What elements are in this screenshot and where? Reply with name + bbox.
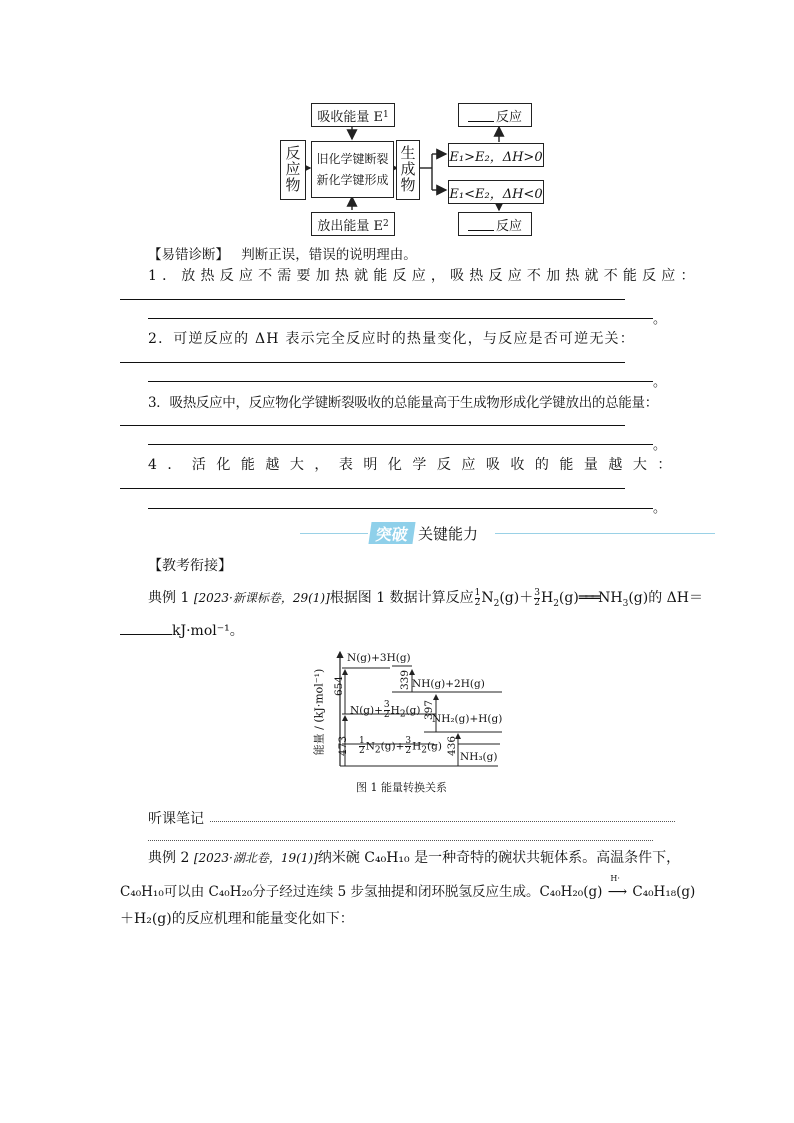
result-bottom-box [458, 212, 532, 236]
result-bottom-label: 反应 [495, 218, 522, 234]
absorb-energy-subscript: 1 [382, 110, 389, 120]
products-char: 成 [400, 160, 416, 179]
diagnosis-item-3: 3．吸热反应中，反应物化学键断裂吸收的总能量高于生成物形成化学键放出的总能量： [148, 395, 658, 411]
answer-line [120, 488, 625, 489]
bond-break-label: 旧化学键断裂 [316, 152, 389, 167]
answer-line [148, 318, 653, 319]
reaction-arrow-label: H· [610, 874, 620, 883]
diagnosis-tag: 【易错诊断】 [148, 247, 229, 263]
diagram-ylabel: 能量 / (kJ·mol⁻¹) [312, 668, 326, 756]
example-1-unit: kJ·mol⁻¹。 [172, 623, 244, 639]
example-1-head: 典例 1 [148, 590, 190, 606]
example-1-line [148, 587, 703, 609]
diagnosis-item-2: 2．可逆反应的 ΔH 表示完全反应时的热量变化，与反应是否可逆无关： [148, 331, 635, 347]
answer-period: 。 [653, 375, 667, 390]
value-label: 436 [446, 735, 459, 757]
notes-label: 听课笔记 [148, 811, 204, 827]
answer-period: 。 [653, 501, 667, 516]
result-bottom-blank [468, 218, 494, 231]
answer-line [148, 444, 653, 445]
answer-line [120, 425, 625, 426]
banner-tag-label: 突破 [374, 524, 410, 544]
absorb-energy-box [311, 103, 395, 127]
notes-dotted-line [148, 840, 653, 841]
release-energy-box [311, 212, 395, 236]
result-top-box [458, 103, 532, 127]
level-label: NH₂(g)+H(g) [432, 713, 503, 725]
answer-line [120, 362, 625, 363]
banner-tag [368, 522, 415, 544]
reactants-char: 应 [285, 160, 301, 179]
example-1-answer-line [120, 620, 244, 640]
result-top-blank [468, 109, 494, 122]
answer-period: 。 [653, 438, 667, 453]
example-2-text-1: 纳米碗 C₄₀H₁₀ 是一种奇特的碗状共轭体系。高温条件下， [317, 850, 681, 866]
diagnosis-header [148, 243, 417, 263]
example-1-text: 根据图 1 数据计算反应 [329, 590, 474, 606]
example-2-text-2: C₄₀H₁₀可以由 C₄₀H₂₀分子经过连续 5 步氢抽提和闭环脱氢反应生成。C₄₀H₂₀(g) [120, 884, 603, 900]
level-label: N(g)+3H(g) [347, 652, 411, 664]
value-label: 397 [423, 699, 436, 721]
level-label: NH₃(g) [460, 751, 498, 763]
bond-form-label: 新化学键形成 [316, 172, 389, 187]
reaction-arrow: H· ⟶ [607, 874, 628, 900]
value-label: 654 [333, 675, 346, 697]
level-label-reactants: $\frac{1}{2}$ $N_2(g)+$ $\frac{3}{2}$ $H_2(g)$ [359, 736, 442, 756]
answer-line [148, 508, 653, 509]
answer-line [148, 381, 653, 382]
example-2-head: 典例 2 [148, 850, 190, 866]
answer-period: 。 [653, 312, 667, 327]
diagram-caption: 图 1 能量转换关系 [356, 781, 447, 794]
section-heading: 【教考衔接】 [148, 558, 232, 574]
products-char: 生 [400, 144, 416, 163]
notes-dotted-line [210, 821, 675, 822]
banner-rule-left [300, 533, 368, 534]
energy-flow-arrows [0, 0, 794, 250]
level-label: NH(g)+2H(g) [412, 678, 485, 690]
condition-endothermic-label: E₁>E₂，ΔH>0 [449, 149, 543, 165]
answer-line [120, 299, 625, 300]
example-2-line-3: ＋H₂(g)的反应机理和能量变化如下： [120, 911, 354, 927]
release-energy-label: 放出能量 E [317, 218, 383, 234]
diagnosis-item-4: 4．活化能越大，表明化学反应吸收的能量越大： [148, 457, 682, 473]
equation: $\frac{1}{2}$ $N_2(g)+$ $\frac{3}{2}$ $H_2(g)═══NH_3(g)$ [474, 587, 649, 609]
example-1-source: [2023·新课标卷，29(1)] [193, 591, 330, 605]
condition-endothermic-box [448, 143, 544, 167]
banner-rule-right [495, 533, 715, 534]
absorb-energy-label: 吸收能量 E [317, 109, 383, 125]
example-1-dh: 的 ΔH＝ [648, 590, 703, 606]
diagnosis-instruction: 判断正误，错误的说明理由。 [241, 247, 417, 263]
value-label: 473 [337, 735, 350, 757]
diagnosis-item-1: 1．放热反应不需要加热就能反应，吸热反应不加热就不能反应： [148, 268, 700, 284]
example-2-line-2 [120, 874, 696, 900]
reactants-char: 物 [285, 175, 301, 194]
value-label: 339 [399, 669, 412, 691]
level-label-intermediate: N(g)+ $\frac{3}{2}$ $H_2(g)$ [350, 700, 421, 720]
banner-title: 关键能力 [418, 525, 479, 543]
products-char: 物 [400, 175, 416, 194]
example-1-blank [120, 622, 172, 635]
example-2-text-2b: C₄₀H₁₈(g) [632, 884, 696, 900]
condition-exothermic-box [448, 180, 544, 204]
condition-exothermic-label: E₁<E₂，ΔH<0 [449, 186, 543, 202]
reactants-box [280, 140, 306, 200]
products-box [396, 140, 420, 200]
bond-change-box [311, 141, 394, 198]
reactants-char: 反 [285, 144, 301, 163]
release-energy-subscript: 2 [382, 219, 389, 229]
result-top-label: 反应 [495, 109, 522, 125]
example-2-source: [2023·湖北卷，19(1)] [193, 851, 318, 865]
example-2-line-1 [148, 847, 680, 867]
